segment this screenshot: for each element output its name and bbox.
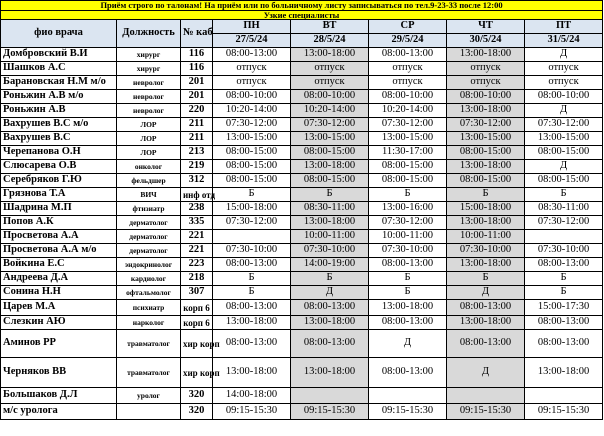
table-row — [1, 202, 603, 216]
schedule-cell: 14:00-18:00 — [213, 388, 291, 404]
room-number: 211 — [181, 132, 213, 146]
schedule-cell: 08:00-15:00 — [291, 146, 369, 160]
doctor-position — [117, 404, 181, 420]
table-row — [1, 244, 603, 258]
schedule-cell: 13:00-18:00 — [447, 160, 525, 174]
doctor-position: ЛОР — [117, 118, 181, 132]
schedule-cell: 08:00-10:00 — [213, 90, 291, 104]
doctor-name: Шашков А.С — [1, 62, 117, 76]
room-number: 307 — [181, 286, 213, 300]
schedule-cell: 10:20-14:00 — [369, 104, 447, 118]
header-day: СР — [369, 20, 447, 34]
room-number: 116 — [181, 48, 213, 62]
schedule-cell: 13:00-18:00 — [447, 48, 525, 62]
schedule-cell: отпуск — [369, 76, 447, 90]
schedule-cell: 08:30-11:00 — [291, 202, 369, 216]
doctor-position: травматолог — [117, 330, 181, 358]
doctor-name: Шадрина М.П — [1, 202, 117, 216]
doctor-position: ЛОР — [117, 132, 181, 146]
schedule-cell: 07:30-10:00 — [291, 244, 369, 258]
schedule-cell: 10:20-14:00 — [213, 104, 291, 118]
table-row — [1, 330, 603, 358]
schedule-cell — [525, 230, 603, 244]
schedule-cell: Д — [525, 48, 603, 62]
schedule-cell: 13:00-18:00 — [291, 216, 369, 230]
doctor-name: Барановская Н.М м/о — [1, 76, 117, 90]
schedule-cell — [291, 388, 369, 404]
schedule-cell: 13:00-18:00 — [447, 216, 525, 230]
doctor-position: нарколог — [117, 316, 181, 330]
schedule-cell: Б — [213, 188, 291, 202]
schedule-cell — [525, 388, 603, 404]
header-name: фио врача — [1, 20, 117, 48]
schedule-cell: 07:30-12:00 — [213, 216, 291, 230]
doctor-position: офтальмолог — [117, 286, 181, 300]
room-number: 201 — [181, 76, 213, 90]
room-number: 219 — [181, 160, 213, 174]
schedule-cell: 09:15-15:30 — [291, 404, 369, 420]
schedule-cell: 08:00-13:00 — [369, 358, 447, 388]
schedule-cell: 13:00-15:00 — [291, 132, 369, 146]
schedule-cell: 07:30-12:00 — [525, 216, 603, 230]
doctor-name: Вахрушев В.С — [1, 132, 117, 146]
room-number: 221 — [181, 230, 213, 244]
schedule-cell: отпуск — [447, 76, 525, 90]
doctor-position: онколог — [117, 160, 181, 174]
schedule-cell: 07:30-12:00 — [525, 118, 603, 132]
schedule-cell: 08:00-10:00 — [291, 90, 369, 104]
schedule-cell: 07:30-12:00 — [369, 118, 447, 132]
schedule-cell: 08:00-15:00 — [369, 174, 447, 188]
schedule-cell: Б — [291, 188, 369, 202]
schedule-cell: Д — [369, 330, 447, 358]
schedule-cell: 10:00-11:00 — [447, 230, 525, 244]
header-day: ВТ — [291, 20, 369, 34]
schedule-cell: 08:00-15:00 — [213, 146, 291, 160]
table-row — [1, 358, 603, 388]
doctor-position: дерматолог — [117, 230, 181, 244]
doctor-position: психиатр — [117, 300, 181, 316]
header-date: 29/5/24 — [369, 34, 447, 48]
room-number: 335 — [181, 216, 213, 230]
table-row — [1, 90, 603, 104]
schedule-cell: 08:00-15:00 — [525, 174, 603, 188]
doctor-position: невролог — [117, 90, 181, 104]
doctor-name: Слезкин АЮ — [1, 316, 117, 330]
room-number: 320 — [181, 404, 213, 420]
room-number: хир корп — [181, 330, 213, 358]
schedule-cell: Б — [369, 286, 447, 300]
schedule-cell: 08:00-15:00 — [213, 160, 291, 174]
schedule-cell: Б — [369, 272, 447, 286]
doctor-position: фельдшер — [117, 174, 181, 188]
schedule-cell: 07:30-10:00 — [213, 244, 291, 258]
doctor-name: Роньжин А.В м/о — [1, 90, 117, 104]
doctor-name: Черепанова О.Н — [1, 146, 117, 160]
table-row — [1, 272, 603, 286]
room-number: 312 — [181, 174, 213, 188]
schedule-cell: 09:15-15:30 — [525, 404, 603, 420]
schedule-cell: 09:15-15:30 — [213, 404, 291, 420]
schedule-cell: 08:00-13:00 — [369, 316, 447, 330]
doctor-name: Грязнова Т.А — [1, 188, 117, 202]
schedule-cell: 15:00-18:00 — [447, 202, 525, 216]
schedule-cell: 07:30-12:00 — [447, 118, 525, 132]
schedule-cell: 10:20-14:00 — [291, 104, 369, 118]
table-row — [1, 300, 603, 316]
doctor-name: Андреева Д.А — [1, 272, 117, 286]
schedule-cell: 15:00-18:00 — [213, 202, 291, 216]
schedule-cell: Б — [525, 286, 603, 300]
schedule-cell: 15:00-17:30 — [525, 300, 603, 316]
schedule-cell: 13:00-18:00 — [447, 104, 525, 118]
schedule-cell: 10:00-11:00 — [291, 230, 369, 244]
schedule-cell: отпуск — [447, 62, 525, 76]
table-row — [1, 216, 603, 230]
schedule-cell: 13:00-18:00 — [525, 358, 603, 388]
header-room: № каб — [181, 20, 213, 48]
schedule-cell: отпуск — [525, 62, 603, 76]
doctor-name: Просветова А.А м/о — [1, 244, 117, 258]
schedule-cell: Б — [525, 188, 603, 202]
schedule-cell: 08:00-10:00 — [369, 90, 447, 104]
schedule-cell: отпуск — [291, 62, 369, 76]
schedule-cell: 13:00-18:00 — [369, 300, 447, 316]
header-day: ПТ — [525, 20, 603, 34]
schedule-cell: отпуск — [213, 76, 291, 90]
doctor-name: Черняков ВВ — [1, 358, 117, 388]
schedule-cell: 10:00-11:00 — [369, 230, 447, 244]
schedule-cell: 08:00-15:00 — [291, 174, 369, 188]
schedule-cell: 08:00-13:00 — [525, 330, 603, 358]
table-row — [1, 286, 603, 300]
header-date: 27/5/24 — [213, 34, 291, 48]
schedule-cell: 13:00-18:00 — [291, 160, 369, 174]
schedule-cell: 08:00-13:00 — [291, 330, 369, 358]
schedule-cell: 13:00-18:00 — [447, 258, 525, 272]
schedule-cell: Б — [291, 272, 369, 286]
table-row — [1, 104, 603, 118]
schedule-cell: 08:00-13:00 — [369, 258, 447, 272]
schedule-cell: 13:00-18:00 — [291, 316, 369, 330]
header-date: 31/5/24 — [525, 34, 603, 48]
schedule-cell: 14:00-19:00 — [291, 258, 369, 272]
schedule-cell: 13:00-18:00 — [213, 358, 291, 388]
subtitle: Узкие специалисты — [1, 10, 603, 20]
schedule-cell: 13:00-15:00 — [525, 132, 603, 146]
schedule-cell: 08:00-13:00 — [525, 316, 603, 330]
schedule-cell: 13:00-16:00 — [369, 202, 447, 216]
header-date: 28/5/24 — [291, 34, 369, 48]
schedule-cell: отпуск — [291, 76, 369, 90]
schedule-cell: 13:00-18:00 — [213, 316, 291, 330]
doctor-position: хирург — [117, 62, 181, 76]
schedule-cell: 08:00-13:00 — [213, 258, 291, 272]
room-number: корп 6 — [181, 300, 213, 316]
banner-notice: Приём строго по талонам! На приём или по больничному листу записываться по тел.9-23-33 после 12:00 — [1, 1, 603, 11]
schedule-cell: 08:00-13:00 — [291, 300, 369, 316]
room-number: 201 — [181, 90, 213, 104]
room-number: 116 — [181, 62, 213, 76]
table-row — [1, 230, 603, 244]
schedule-cell: 13:00-15:00 — [369, 132, 447, 146]
schedule-cell: 11:30-17:00 — [369, 146, 447, 160]
table-row — [1, 316, 603, 330]
schedule-cell: 08:00-13:00 — [369, 48, 447, 62]
room-number: 220 — [181, 104, 213, 118]
schedule-cell: 08:00-13:00 — [525, 258, 603, 272]
schedule-cell: 07:30-10:00 — [525, 244, 603, 258]
schedule-cell: 09:15-15:30 — [447, 404, 525, 420]
schedule-cell: 13:00-18:00 — [291, 358, 369, 388]
table-row — [1, 48, 603, 62]
doctor-name: м/с уролога — [1, 404, 117, 420]
schedule-cell: Б — [447, 272, 525, 286]
doctor-position: дерматолог — [117, 216, 181, 230]
doctor-name: Попов А.К — [1, 216, 117, 230]
header-day: ПН — [213, 20, 291, 34]
schedule-cell: 08:00-13:00 — [213, 330, 291, 358]
doctor-position: уролог — [117, 388, 181, 404]
doctor-name: Серебряков Г.Ю — [1, 174, 117, 188]
table-row — [1, 188, 603, 202]
header-day: ЧТ — [447, 20, 525, 34]
room-number: корп 6 — [181, 316, 213, 330]
schedule-cell: 08:00-13:00 — [213, 48, 291, 62]
doctor-position: дерматолог — [117, 244, 181, 258]
schedule-cell: 08:00-15:00 — [447, 174, 525, 188]
room-number: 221 — [181, 244, 213, 258]
doctor-name: Просветова А.А — [1, 230, 117, 244]
room-number: 320 — [181, 388, 213, 404]
schedule-cell: 09:15-15:30 — [369, 404, 447, 420]
schedule-cell: Б — [369, 188, 447, 202]
schedule-cell: отпуск — [369, 62, 447, 76]
table-row — [1, 174, 603, 188]
schedule-cell: Д — [447, 358, 525, 388]
schedule-cell: 08:00-13:00 — [213, 300, 291, 316]
schedule-cell: 08:00-13:00 — [447, 330, 525, 358]
doctor-name: Вахрушев В.С м/о — [1, 118, 117, 132]
schedule-cell: 07:30-12:00 — [369, 216, 447, 230]
schedule-cell: 08:00-10:00 — [447, 90, 525, 104]
schedule-cell — [447, 388, 525, 404]
room-number: 223 — [181, 258, 213, 272]
schedule-cell: Б — [213, 286, 291, 300]
doctor-position: кардиолог — [117, 272, 181, 286]
schedule-cell: 07:30-12:00 — [213, 118, 291, 132]
doctor-position: невролог — [117, 76, 181, 90]
schedule-cell: 08:00-15:00 — [447, 146, 525, 160]
schedule-cell: 08:30-11:00 — [525, 202, 603, 216]
table-row — [1, 132, 603, 146]
doctor-position: ВИЧ — [117, 188, 181, 202]
schedule-cell: 08:00-13:00 — [447, 300, 525, 316]
schedule-cell: 07:30-12:00 — [291, 118, 369, 132]
doctor-name: Домбровский В.И — [1, 48, 117, 62]
schedule-cell: 13:00-18:00 — [447, 316, 525, 330]
doctor-position: травматолог — [117, 358, 181, 388]
schedule-cell: 08:00-10:00 — [525, 90, 603, 104]
doctor-position: эндокринолог — [117, 258, 181, 272]
table-row — [1, 404, 603, 420]
schedule-cell: 13:00-15:00 — [447, 132, 525, 146]
header-date: 30/5/24 — [447, 34, 525, 48]
table-row — [1, 160, 603, 174]
doctor-name: Большаков Д.Л — [1, 388, 117, 404]
doctor-position: невролог — [117, 104, 181, 118]
schedule-cell: Д — [447, 286, 525, 300]
schedule-cell: Б — [213, 272, 291, 286]
table-row — [1, 76, 603, 90]
doctor-position: хирург — [117, 48, 181, 62]
schedule-cell: отпуск — [525, 76, 603, 90]
room-number: хир корп — [181, 358, 213, 388]
room-number: 211 — [181, 118, 213, 132]
schedule-cell: 07:30-10:00 — [447, 244, 525, 258]
schedule-cell: 13:00-18:00 — [291, 48, 369, 62]
table-row — [1, 258, 603, 272]
schedule-cell: Д — [291, 286, 369, 300]
room-number: 238 — [181, 202, 213, 216]
schedule-cell: Б — [525, 272, 603, 286]
schedule-cell: Д — [525, 104, 603, 118]
doctor-name: Роньжин А.В — [1, 104, 117, 118]
doctor-name: Царев М.А — [1, 300, 117, 316]
doctor-position: ЛОР — [117, 146, 181, 160]
header-position: Должность — [117, 20, 181, 48]
schedule-cell: Б — [447, 188, 525, 202]
doctor-position: фтизиатр — [117, 202, 181, 216]
schedule-cell — [369, 388, 447, 404]
table-row — [1, 62, 603, 76]
schedule-cell — [213, 230, 291, 244]
table-row — [1, 118, 603, 132]
schedule-cell: 08:00-15:00 — [525, 146, 603, 160]
schedule-cell: Д — [525, 160, 603, 174]
room-number: 218 — [181, 272, 213, 286]
table-row — [1, 146, 603, 160]
doctor-name: Войкина Е.С — [1, 258, 117, 272]
schedule-cell: отпуск — [213, 62, 291, 76]
doctor-name: Слюсарева О.В — [1, 160, 117, 174]
schedule-cell: 08:00-15:00 — [213, 174, 291, 188]
doctor-name: Аминов РР — [1, 330, 117, 358]
schedule-cell: 13:00-15:00 — [213, 132, 291, 146]
doctor-name: Сонина Н.Н — [1, 286, 117, 300]
schedule-cell: 07:30-10:00 — [369, 244, 447, 258]
room-number: 213 — [181, 146, 213, 160]
table-row — [1, 388, 603, 404]
room-number: инф отд — [181, 188, 213, 202]
schedule-cell: 08:00-15:00 — [369, 160, 447, 174]
